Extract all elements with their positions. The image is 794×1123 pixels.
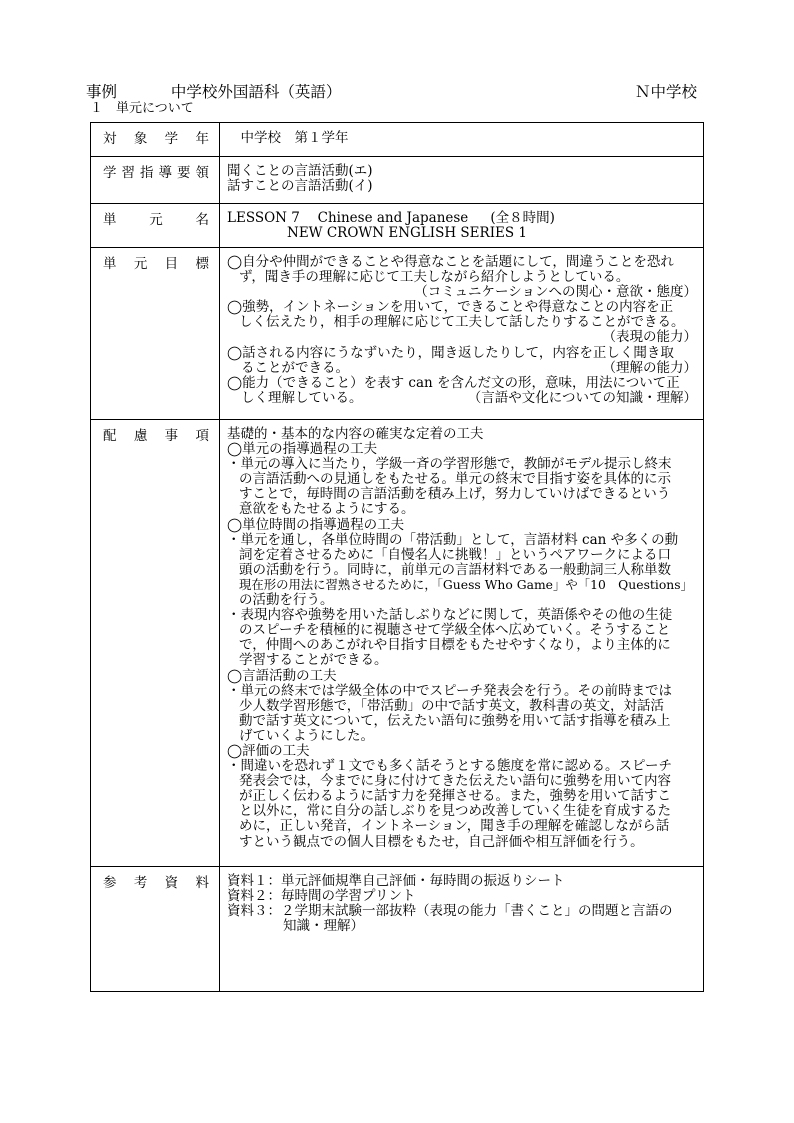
row-label: 対 象 学 年 [91, 123, 220, 156]
row-label: 単 元 目 標 [91, 248, 220, 419]
table-row-reference-materials [91, 867, 704, 992]
row-content: LESSON 7 Chinese and Japanese (全８時間) NEW CROWN ENGLISH SERIES 1 [220, 204, 704, 247]
row-label: 参 考 資 料 [91, 867, 220, 991]
table-row-unit-name [91, 204, 704, 248]
row-content: 聞くことの言語活動(エ) 話すことの言語活動(イ) [220, 157, 704, 203]
table-row-unit-goals [91, 248, 704, 420]
row-content: 中学校 第１学年 [220, 123, 704, 156]
row-content: 資料１：単元評価規準自己評価・毎時間の振返りシート 資料２：毎時間の学習プリント 資料３：２学期末試験一部抜粋（表現の能力「書くこと」の問題と言語の 知識・理解） [220, 867, 704, 991]
case-label: 事例 [86, 83, 118, 101]
row-content: ◯自分や仲間ができることや得意なことを話題にして，間違うことを恐れ ず，聞き手の理解に応じて工夫しながら紹介しようとしている。 （コミュニケーションへの関心・意欲・態度） ◯強勢，イントネーションを用いて，できることや得意なことの内容を正 しく伝えたり，相手の理解に応じて工夫して話したりすることができる。 （表現の能力） ◯話される内容にうなずいたり，聞き返したりして，内容を正しく聞き取 ることができる。 （理解の能力） ◯能力（できること）を表す can を含んだ文の形，意味，用法について正 しく理解している。 （言語や文化についての知識・理解） [220, 248, 704, 419]
section-heading: １ 単元について [90, 101, 194, 116]
table-row-course-of-study [91, 157, 704, 204]
table-row-considerations [91, 420, 704, 867]
row-content: 基礎的・基本的な内容の確実な定着の工夫 ◯単元の指導過程の工夫 ・単元の導入に当たり，学級一斉の学習形態で，教師がモデル提示し終末 の言語活動への見通しをもたせる。単元の終末で目指す姿を具体的に示 すことで，毎時間の言語活動を積み上げ，努力していけばできるという 意欲をもたせるようにする。 ◯単位時間の指導過程の工夫 ・単元を通し，各単位時間の「帯活動」として，言語材料 can や多くの動 詞を定着させるために「自慢名人に挑戦！」というペアワークによる口 頭の活動を行う。同時に，前単元の言語材料である一般動詞三人称単数 現在形の用法に習熟させるために，「Guess Who Game」や「10 Questions」 の活動を行う。 ・表現内容や強勢を用いた話しぶりなどに関して，英語係やその他の生徒 のスピーチを積極的に視聴させて学級全体へ広めていく。そうすること で，仲間へのあこがれや目指す目標をもたせやすくなり，より主体的に 学習することができる。 ◯言語活動の工夫 ・単元の終末では学級全体の中でスピーチ発表会を行う。その前時までは 少人数学習形態で，「帯活動」の中で話す英文，教科書の英文，対話活 動で話す英文について，伝えたい語句に強勢を用いて話す指導を積み上 げていくようにした。 ◯評価の工夫 ・間違いを恐れず１文でも多く話そうとする態度を常に認める。スピーチ 発表会では，今までに身に付けてきた伝えたい語句に強勢を用いて内容 が正しく伝わるように話す力を発揮させる。また，強勢を用いて話すこ と以外に，常に自分の話しぶりを見つめ改善していく生徒を育成するた めに，正しい発音，イントネーション，聞き手の理解を確認しながら話 すという観点での個人目標をもたせ，自己評価や相互評価を行う。 [220, 420, 704, 866]
row-label: 単 元 名 [91, 204, 220, 247]
row-label: 配 慮 事 項 [91, 420, 220, 866]
row-label: 学 習 指 導 要 領 [91, 157, 220, 203]
subject-title: 中学校外国語科（英語） [170, 83, 342, 101]
document-header [86, 82, 341, 102]
unit-table [90, 122, 704, 992]
school-name: Ｎ中学校 [634, 83, 697, 101]
table-row-target-grade [91, 123, 704, 157]
